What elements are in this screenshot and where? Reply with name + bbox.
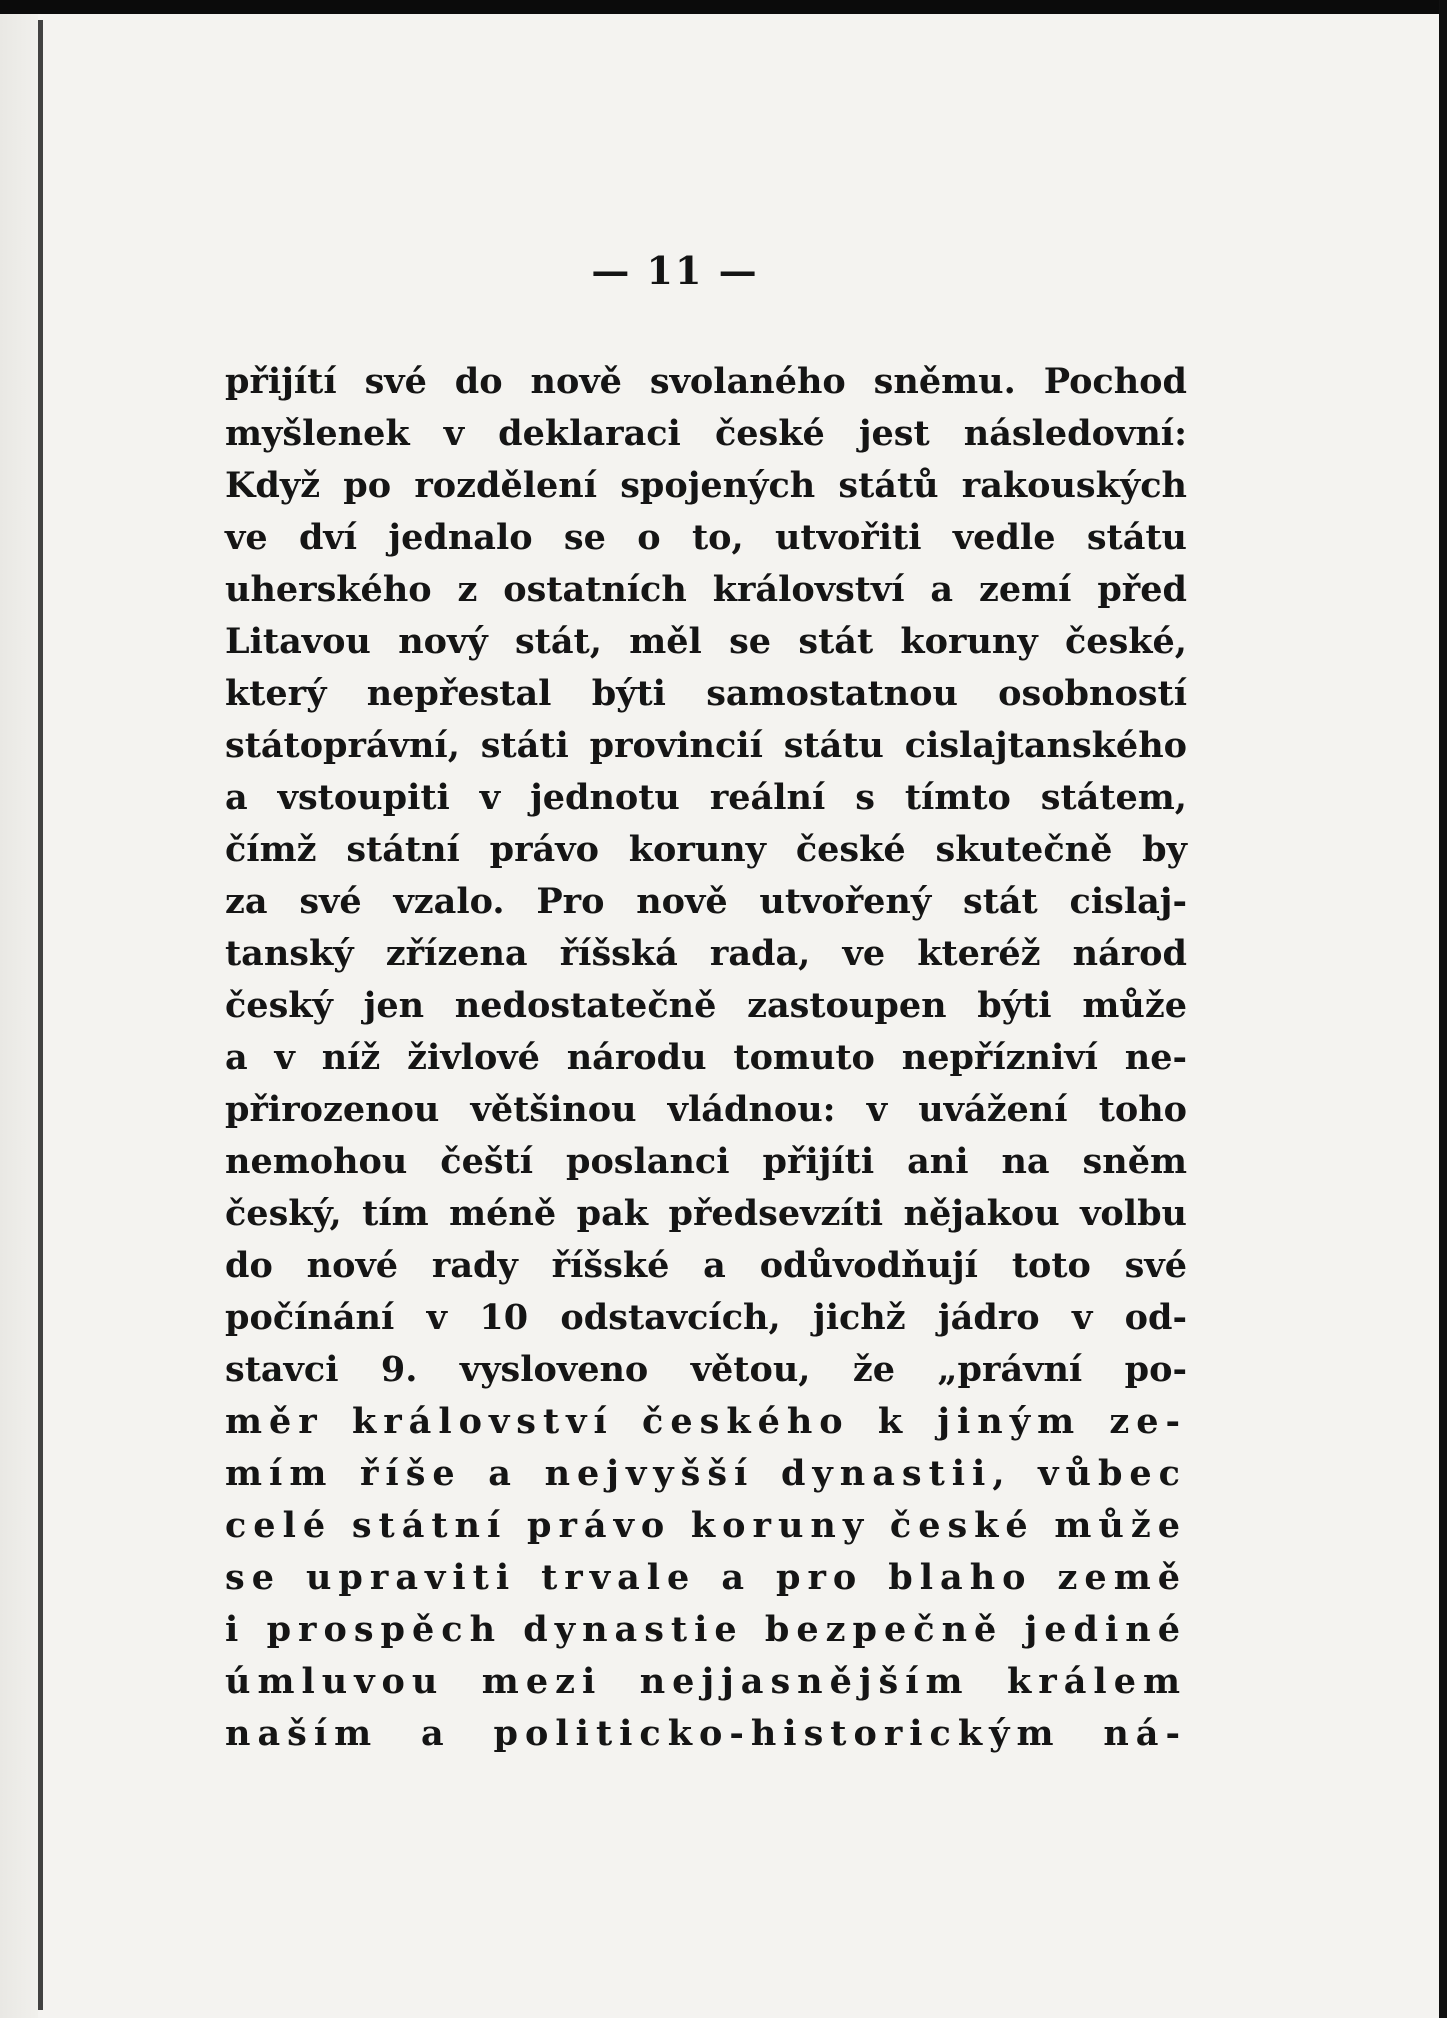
text-line: myšlenek v deklaraci české jest následovní:	[225, 413, 1187, 454]
binding-edge-line	[38, 20, 43, 2010]
text-line: a v níž živlové národu tomuto nepřízniví ne-	[225, 1037, 1187, 1078]
text-line: naším a politicko-historickým ná-	[225, 1713, 1187, 1754]
top-scan-border	[0, 0, 1447, 14]
text-line: tanský zřízena říšská rada, ve kteréž národ	[225, 933, 1187, 974]
text-line: nemohou čeští poslanci přijíti ani na sněm	[225, 1141, 1187, 1182]
text-line: Když po rozdělení spojených států rakouských	[225, 465, 1187, 506]
right-scan-border	[1439, 0, 1447, 2018]
text-line: stavci 9. vysloveno větou, že „právní po-	[225, 1349, 1187, 1390]
text-line: ve dví jednalo se o to, utvořiti vedle státu	[225, 517, 1187, 558]
text-line: úmluvou mezi nejjasnějším králem	[225, 1661, 1187, 1702]
text-line: který nepřestal býti samostatnou osobností	[225, 673, 1187, 714]
text-line: český jen nedostatečně zastoupen býti může	[225, 985, 1187, 1026]
text-line: přijítí své do nově svolaného sněmu. Pochod	[225, 361, 1187, 402]
text-line: Litavou nový stát, měl se stát koruny české,	[225, 621, 1187, 662]
text-line: a vstoupiti v jednotu reální s tímto státem,	[225, 777, 1187, 818]
text-line: se upraviti trvale a pro blaho země	[225, 1557, 1187, 1598]
text-line: měr království českého k jiným ze-	[225, 1401, 1187, 1442]
text-line: uherského z ostatních království a zemí před	[225, 569, 1187, 610]
text-line: do nové rady říšské a odůvodňují toto své	[225, 1245, 1187, 1286]
text-line: celé státní právo koruny české může	[225, 1505, 1187, 1546]
text-line: český, tím méně pak předsevzíti nějakou volbu	[225, 1193, 1187, 1234]
page-number: — 11 —	[591, 248, 759, 293]
text-line: přirozenou většinou vládnou: v uvážení toho	[225, 1089, 1187, 1130]
text-line: za své vzalo. Pro nově utvořený stát cislaj-	[225, 881, 1187, 922]
left-margin-shadow	[0, 0, 38, 2018]
text-line: čímž státní právo koruny české skutečně by	[225, 829, 1187, 870]
text-line: počínání v 10 odstavcích, jichž jádro v od-	[225, 1297, 1187, 1338]
text-line: státoprávní, státi provincií státu cislajtanského	[225, 725, 1187, 766]
text-line: mím říše a nejvyšší dynastii, vůbec	[225, 1453, 1187, 1494]
body-text	[225, 356, 1187, 1760]
text-line: i prospěch dynastie bezpečně jediné	[225, 1609, 1187, 1650]
